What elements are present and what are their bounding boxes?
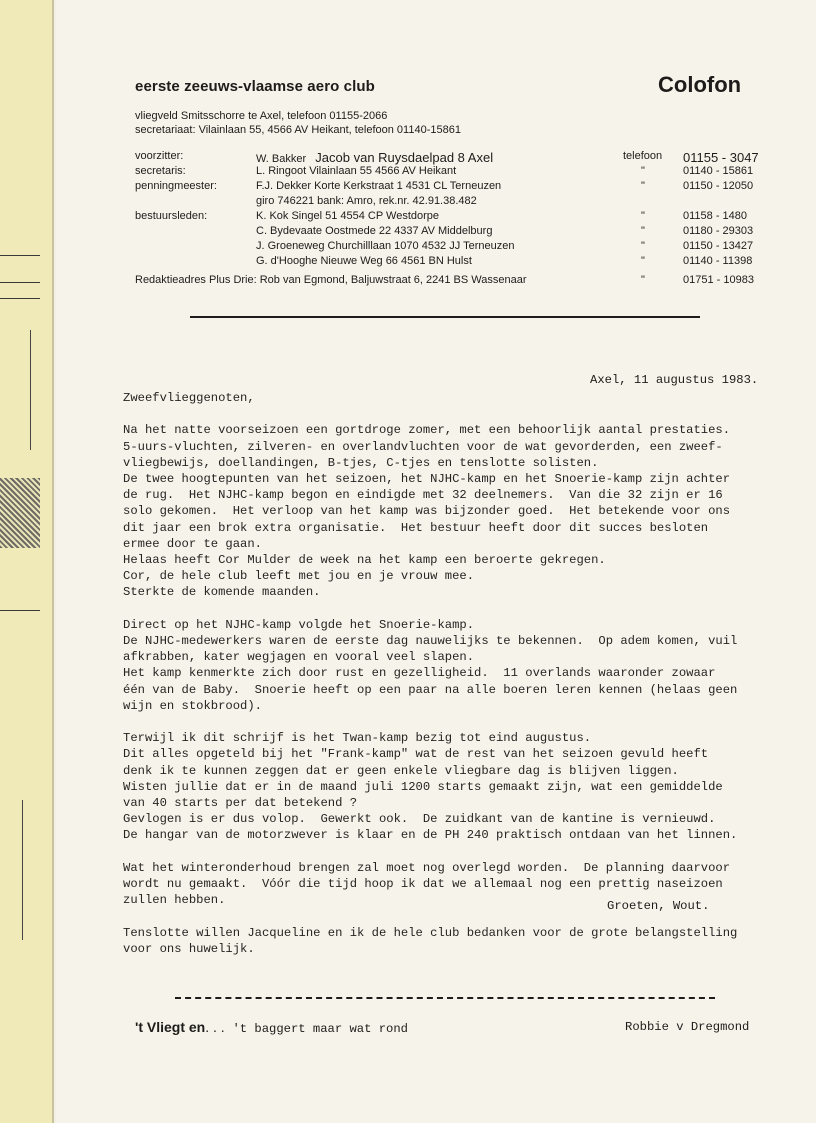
board-person xyxy=(256,150,493,165)
footer-vliegt: 't Vliegt en xyxy=(135,1019,206,1035)
board-person: K. Kok Singel 51 4554 CP Westdorpe xyxy=(256,210,440,222)
strip-drawing-line xyxy=(30,330,31,450)
board-person-name: W. Bakker xyxy=(256,153,307,165)
letter-signoff: Groeten, Wout. xyxy=(607,899,710,913)
editorial-address-text: Redaktieadres Plus Drie: Rob van Egmond, Baljuwstraat 6, 2241 BS Wassenaar xyxy=(135,274,527,286)
page-title: Colofon xyxy=(658,72,742,97)
board-row xyxy=(135,180,775,195)
board-row xyxy=(135,195,775,210)
board-row xyxy=(135,210,775,225)
board-tel: 01150 - 12050 xyxy=(683,180,754,192)
ditto-mark: " xyxy=(641,165,645,177)
footer-subtitle: 't baggert maar wat rond xyxy=(232,1022,408,1036)
board-tel: 01158 - 1480 xyxy=(683,210,748,222)
airfield-address: vliegveld Smitsschorre te Axel, telefoon 01155-2066 xyxy=(135,110,388,122)
board-role: voorzitter: xyxy=(135,150,184,162)
board-tel: 01155 - 3047 xyxy=(683,150,759,165)
letter-date: Axel, 11 augustus 1983. xyxy=(590,373,759,387)
board-person: L. Ringoot Vilainlaan 55 4566 AV Heikant xyxy=(256,165,457,177)
board-row xyxy=(135,240,775,255)
board-person: J. Groeneweg Churchilllaan 1070 4532 JJ Terneuzen xyxy=(256,240,515,252)
club-name: eerste zeeuws-vlaamse aero club xyxy=(135,78,375,95)
board-role: bestuursleden: xyxy=(135,210,208,222)
board-tel: 01150 - 13427 xyxy=(683,240,754,252)
strip-line xyxy=(0,282,40,283)
strip-drawing-line xyxy=(22,800,23,940)
ditto-mark: " xyxy=(641,240,645,252)
board-row xyxy=(135,165,775,180)
board-person: G. d'Hooghe Nieuwe Weg 66 4561 BN Hulst xyxy=(256,255,472,267)
strip-hatch-pattern xyxy=(0,478,40,548)
strip-line xyxy=(0,610,40,611)
ditto-mark: " xyxy=(641,274,645,286)
footer-dots: . . . xyxy=(205,1019,225,1035)
footer-author: Robbie v Dregmond xyxy=(625,1020,750,1034)
board-row xyxy=(135,225,775,240)
editorial-tel: 01751 - 10983 xyxy=(683,274,754,286)
editorial-address xyxy=(135,274,775,289)
ditto-mark: " xyxy=(641,255,645,267)
board-role: penningmeester: xyxy=(135,180,217,192)
board-tel: 01140 - 15861 xyxy=(683,165,754,177)
telefoon-label: telefoon xyxy=(623,150,663,162)
board-person-address: Jacob van Ruysdaelpad 8 Axel xyxy=(315,150,494,165)
secretariat-address: secretariaat: Vilainlaan 55, 4566 AV Heikant, telefoon 01140-15861 xyxy=(135,124,461,136)
footer-heading xyxy=(135,1019,408,1036)
ditto-mark: " xyxy=(641,180,645,192)
board-row xyxy=(135,255,775,270)
adjacent-page-strip xyxy=(0,0,54,1123)
board-person: giro 746221 bank: Amro, rek.nr. 42.91.38.482 xyxy=(256,195,477,207)
dashed-divider xyxy=(175,997,715,999)
board-tel: 01180 - 29303 xyxy=(683,225,754,237)
board-tel: 01140 - 11398 xyxy=(683,255,753,267)
board-role: secretaris: xyxy=(135,165,186,177)
board-person: C. Bydevaate Oostmede 22 4337 AV Middelburg xyxy=(256,225,493,237)
strip-line xyxy=(0,255,40,256)
board-person: F.J. Dekker Korte Kerkstraat 1 4531 CL Terneuzen xyxy=(256,180,502,192)
divider-rule xyxy=(190,316,700,318)
board-row xyxy=(135,150,775,165)
ditto-mark: " xyxy=(641,225,645,237)
ditto-mark: " xyxy=(641,210,645,222)
strip-line xyxy=(0,298,40,299)
letter-body: Zweefvlieggenoten, Na het natte voorseizoen een gortdroge zomer, met een behoorlijk aantal prestaties. 5-uurs-vluchten, zilveren- en overlandvluchten voor de wat gevorderden, een zweef- vliegbewijs, doellandingen, B-tjes, C-tjes en tenslotte solisten. De twee hoogtepunten van het seizoen, het NJHC-kamp en het Snoerie-kamp zijn achter de rug. Het NJHC-kamp begon en eindigde met 32 deelnemers. Van die 32 zijn er 16 solo gekomen. Het verloop van het kamp was bijzonder goed. Het betekende voor ons dit jaar een brok extra organisatie. Het bestuur heeft door dit succes besloten ermee door te gaan. Helaas heeft Cor Mulder de week na het kamp een beroerte gekregen. Cor, de hele club leeft met jou en je vrouw mee. Sterkte de komende maanden. Direct op het NJHC-kamp volgde het Snoerie-kamp. De NJHC-medewerkers waren de eerste dag nauwelijks te bekennen. Op adem komen, vuil afkrabben, kater wegjagen en vooral veel slapen. Het kamp kenmerkte zich door rust en gezelligheid. 11 overlands waaronder zowaar één van de Baby. Snoerie heeft op een paar na alle boeren leren kennen (helaas geen wijn en stokbrood). Terwijl ik dit schrijf is het Twan-kamp bezig tot eind augustus. Dit alles opgeteld bij het "Frank-kamp" wat de rest van het seizoen gevuld heeft denk ik te kunnen zeggen dat er geen enkele vliegbare dag is blijven liggen. Wisten jullie dat er in de maand juli 1200 starts gemaakt zijn, wat een gemiddelde van 40 starts per dat betekend ? Gevlogen is er dus volop. Gewerkt ook. De zuidkant van de kantine is vernieuwd. De hangar van de motorzwever is klaar en de PH 240 praktisch ontdaan van het linnen. Wat het winteronderhoud brengen zal moet nog overlegd worden. De planning daarvoor wordt nu gemaakt. Vóór die tijd hoop ik dat we allemaal nog een prettig naseizoen zullen hebben. Tenslotte willen Jacqueline en ik de hele club bedanken voor de grote belangstelling voor ons huwelijk. xyxy=(123,391,738,956)
board-members xyxy=(135,150,775,270)
